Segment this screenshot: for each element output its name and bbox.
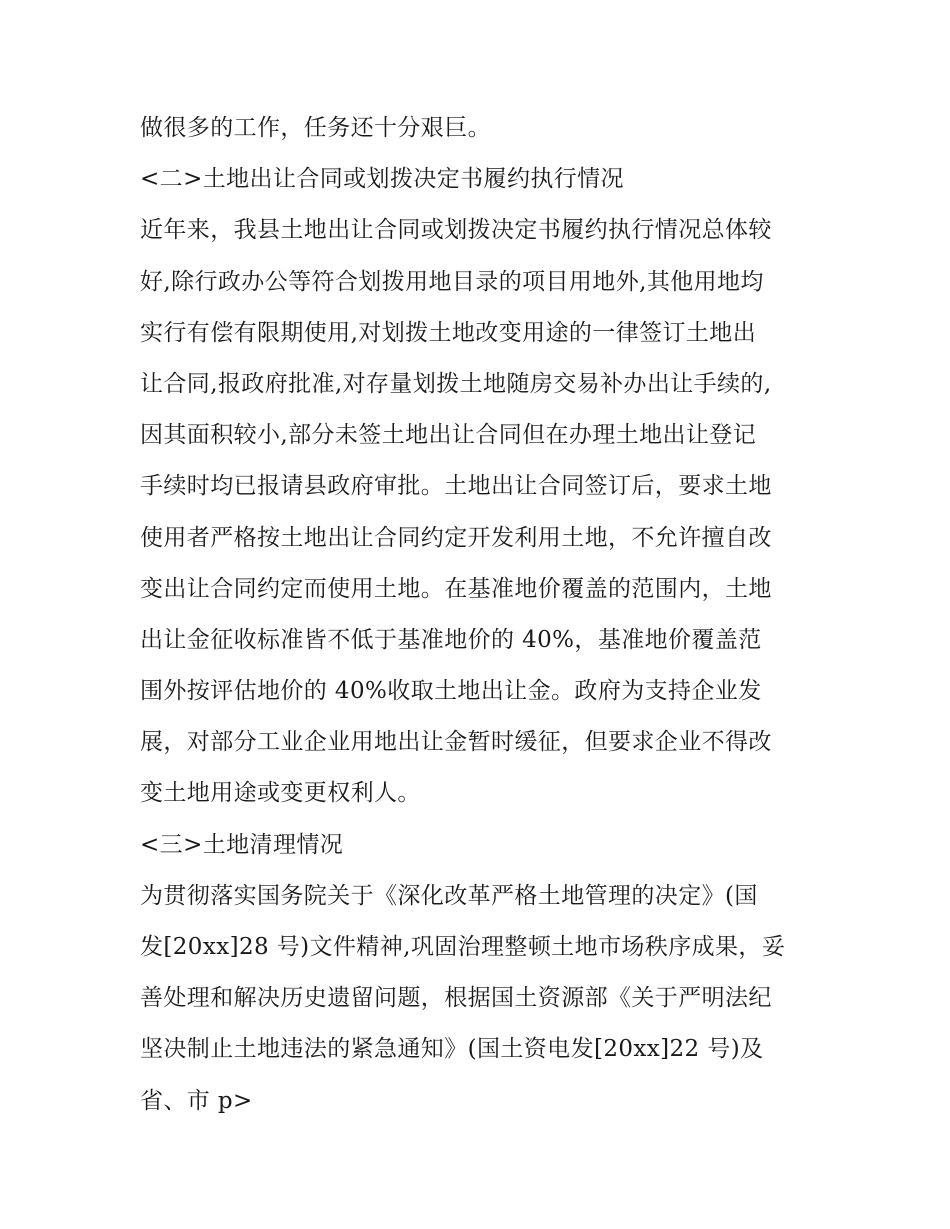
text-line: 出让金征收标准皆不低于基准地价的 40%，基准地价覆盖范: [140, 626, 762, 653]
text-line: 好,除行政办公等符合划拨用地目录的项目用地外,其他用地均: [140, 268, 764, 295]
text-line: 为贯彻落实国务院关于《深化改革严格土地管理的决定》(国: [140, 882, 758, 909]
text-line: 展，对部分工业企业用地出让金暂时缓征，但要求企业不得改: [140, 729, 772, 756]
text-line: 因其面积较小,部分未签土地出让合同但在办理土地出让登记: [140, 422, 757, 449]
text-line: 让合同,报政府批准,对存量划拨土地随房交易补办出让手续的,: [140, 370, 772, 397]
text-line: 坚决制止土地违法的紧急通知》(国土资电发[20xx]22 号)及: [140, 1036, 764, 1063]
section-heading-2: <二>土地出让合同或划拨决定书履约执行情况: [140, 166, 624, 193]
document-body: [140, 103, 820, 1127]
section-heading-3: <三>土地清理情况: [140, 831, 344, 858]
text-line: 手续时均已报请县政府审批。土地出让合同签订后，要求土地: [140, 473, 772, 500]
text-line: 省、市 p>: [140, 1087, 253, 1114]
text-line: 变土地用途或变更权利人。: [140, 780, 421, 807]
text-line: 实行有偿有限期使用,对划拨土地改变用途的一律签订土地出: [140, 319, 757, 346]
text-line: 善处理和解决历史遗留问题，根据国土资源部《关于严明法纪: [140, 985, 772, 1012]
text-line: 发[20xx]28 号)文件精神,巩固治理整顿土地市场秩序成果，妥: [140, 934, 786, 960]
text-line: 近年来，我县土地出让合同或划拨决定书履约执行情况总体较: [140, 217, 772, 244]
text-line: 做很多的工作，任务还十分艰巨。: [140, 115, 491, 141]
text-line: 围外按评估地价的 40%收取土地出让金。政府为支持企业发: [140, 678, 762, 705]
text-line: 变出让合同约定而使用土地。在基准地价覆盖的范围内，土地: [140, 575, 772, 602]
text-line: 使用者严格按土地出让合同约定开发利用土地，不允许擅自改: [140, 524, 772, 551]
